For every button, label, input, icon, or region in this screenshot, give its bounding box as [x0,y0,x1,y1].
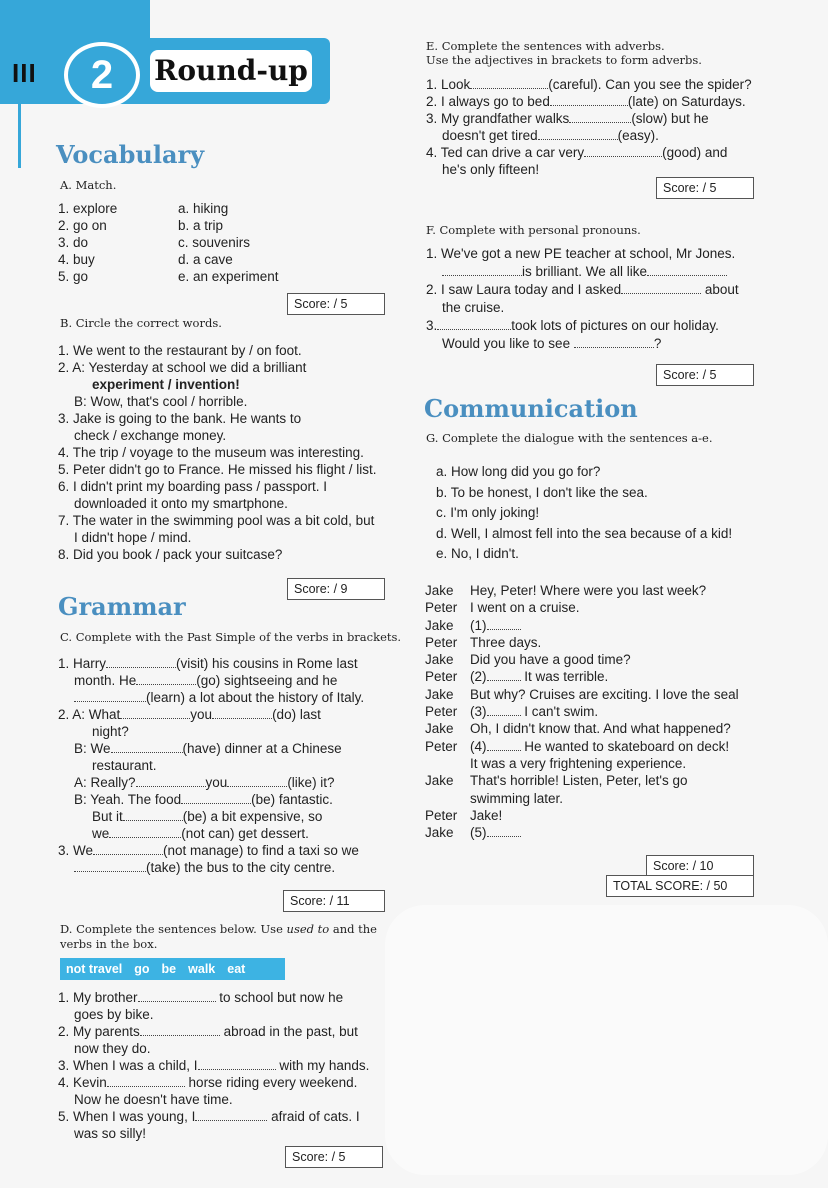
text: now they do. [74,1041,151,1056]
dialogue-line [425,617,739,634]
answer-blank[interactable] [198,1057,276,1070]
utterance: swimming later. [470,790,564,806]
page-title: Round-up [150,50,312,92]
text: used to [286,922,330,936]
utterance: But why? Cruises are exciting. I love the seal [470,686,739,702]
text: (easy). [617,128,659,143]
dialogue-line [425,755,739,772]
text: abroad in the past, but [223,1024,358,1039]
text: goes by bike. [74,1007,154,1022]
word-box-item: go [134,962,150,976]
speaker: Jake [425,773,454,789]
utterance: It was terrible. [524,669,609,685]
text: (like) it? [287,775,335,790]
exercise-b-instruction: B. Circle the correct words. [60,316,222,330]
text: (be) a bit expensive, so [182,809,323,824]
text: (late) on Saturdays. [627,94,746,109]
list-item: check / exchange money. [74,428,227,443]
dialogue-line [425,703,739,720]
utterance: Did you have a good time? [470,652,631,668]
list-item: d. Well, I almost fell into the sea because of a kid! [436,525,733,541]
list-item: 4. The trip / voyage to the museum was interesting. [58,445,364,460]
speaker: Peter [425,600,458,616]
text: restaurant. [92,758,157,773]
header-strip [0,0,150,38]
text: E. Complete the sentences with adverbs. [426,39,665,53]
answer-blank[interactable] [195,1108,267,1121]
list-item: 7. The water in the swimming pool was a bit cold, but [58,513,375,528]
list-item: I didn't hope / mind. [74,530,192,545]
answer-blank[interactable] [136,774,206,787]
utterance: (3) [470,704,487,720]
answer-blank[interactable] [93,842,163,855]
blank-area [385,905,828,1175]
word-box [60,958,285,980]
dialogue-line [425,634,739,651]
exercise-a-right-list [178,200,279,285]
utterance: Jake! [470,807,503,823]
exercise-d-instruction [60,922,380,952]
dialogue-line [425,720,739,737]
list-item: B: Wow, that's cool / horrible. [74,394,248,409]
text: and the [332,922,377,936]
exercise-d-score: Score: / 5 [285,1146,383,1168]
speaker: Jake [425,652,454,668]
answer-blank[interactable] [138,989,216,1002]
text: the cruise. [442,300,505,315]
exercise-c-score: Score: / 11 [283,890,385,912]
exercise-b-list [58,342,376,563]
text: 3. When I was a child, I [58,1058,198,1073]
exercise-f-instruction: F. Complete with personal pronouns. [426,223,641,237]
speaker: Jake [425,583,454,598]
exercise-g-options [436,462,732,565]
text: he's only fifteen! [442,162,540,177]
answer-blank[interactable] [181,791,251,804]
dialogue-line [425,686,739,703]
text: 1. Look [426,77,471,92]
dialogue-line [425,599,739,616]
text: night? [92,724,129,739]
text: (have) dinner at a Chinese [182,741,342,756]
exercise-d-list [58,989,388,1142]
exercise-e-instruction [426,39,702,67]
list-item: downloaded it onto my smartphone. [74,496,288,511]
text: (take) the bus to the city centre. [146,860,336,875]
speaker: Peter [425,807,458,823]
dialogue-line [425,738,739,755]
answer-blank[interactable] [107,1074,185,1087]
list-item: 8. Did you book / pack your suitcase? [58,547,283,562]
word-box-item: be [161,962,177,976]
text: ? [653,336,662,351]
communication-heading: Communication [424,394,638,423]
speaker: Peter [425,738,458,754]
text: about [704,282,739,297]
speaker: Jake [425,686,454,702]
text: 2. I saw Laura today and I asked [426,282,622,297]
list-item: c. I'm only joking! [436,505,540,520]
answer-blank[interactable] [120,706,190,719]
answer-blank[interactable] [74,859,146,872]
answer-blank[interactable] [584,144,662,157]
utterance: It was a very frightening experience. [470,755,687,771]
text: Use the adjectives in brackets to form adverbs. [426,53,702,67]
answer-blank[interactable] [227,774,287,787]
text: 2. I always go to bed [426,94,550,109]
list-item: 5. go [58,269,89,284]
answer-blank[interactable] [212,706,272,719]
text: (learn) a lot about the history of Italy. [146,690,365,705]
text: is brilliant. We all like [522,264,648,279]
text: (do) last [272,707,321,722]
utterance: He wanted to skateboard on deck! [524,738,730,754]
text: (go) sightseeing and he [196,673,338,688]
utterance: (1) [470,617,487,633]
answer-blank[interactable] [106,655,176,668]
exercise-g-score: Score: / 10 [646,855,754,877]
dialogue-line [425,824,739,841]
answer-blank[interactable] [487,617,521,630]
speaker: Jake [425,825,454,841]
utterance: (5) [470,825,487,841]
text: to school but now he [219,990,344,1005]
answer-blank[interactable] [550,93,628,106]
word-box-item: walk [188,962,216,976]
exercise-e-list [426,76,766,178]
exercise-e-score: Score: / 5 [656,177,754,199]
text: 2. A: What [58,707,121,722]
utterance: (2) [470,669,487,685]
text: afraid of cats. I [271,1109,360,1124]
answer-blank[interactable] [647,263,727,276]
text: took lots of pictures on our holiday. [511,318,719,333]
utterance: Three days. [470,634,542,650]
utterance: Oh, I didn't know that. And what happened? [470,721,731,737]
text: you [205,775,228,790]
answer-blank[interactable] [109,825,181,838]
list-item: 1. explore [58,201,118,216]
text: A: Really? [74,775,136,790]
text: 3. We [58,843,94,858]
list-item: 6. I didn't print my boarding pass / passport. I [58,479,327,494]
list-item: d. a cave [178,252,233,267]
text: 1. We've got a new PE teacher at school, Mr Jones. [426,246,736,261]
dialogue-line [425,668,739,685]
answer-blank[interactable] [621,281,701,294]
answer-blank[interactable] [140,1023,220,1036]
text: month. He [74,673,137,688]
exercise-a-left-list [58,200,117,285]
text: 4. Ted can drive a car very [426,145,585,160]
text: 3. [426,318,438,333]
speaker: Jake [425,617,454,633]
list-item: c. souvenirs [178,235,251,250]
list-item: 1. We went to the restaurant by / on foot. [58,343,302,358]
dialogue-line [425,807,739,824]
answer-blank[interactable] [538,127,618,140]
text: horse riding every weekend. [188,1075,358,1090]
list-item: 5. Peter didn't go to France. He missed his flight / list. [58,462,377,477]
text: (good) and [662,145,728,160]
word-box-item: eat [227,962,246,976]
answer-blank[interactable] [487,824,521,837]
list-item: a. How long did you go for? [436,464,601,479]
list-item: 2. go on [58,218,107,233]
dialogue [425,582,739,841]
utterance: Hey, Peter! Where were you last week? [470,583,707,598]
exercise-c-list [58,655,388,876]
vocabulary-heading: Vocabulary [56,140,205,169]
exercise-a-instruction: A. Match. [60,178,117,192]
section-roman-numeral: III [12,58,37,88]
list-item: experiment / invention! [92,377,240,392]
list-item: 3. Jake is going to the bank. He wants to [58,411,302,426]
text: (visit) his cousins in Rome last [176,656,358,671]
exercise-g-instruction: G. Complete the dialogue with the sentences a-e. [426,431,713,445]
text: we [92,826,110,841]
text: doesn't get tired [442,128,538,143]
speaker: Peter [425,669,458,685]
list-item: 4. buy [58,252,95,267]
answer-blank[interactable] [136,672,196,685]
dialogue-line [425,772,739,789]
text: was so silly! [74,1126,147,1141]
list-item: 3. do [58,235,89,250]
text: B: Yeah. The food [74,792,182,807]
answer-blank[interactable] [442,263,522,276]
text: 4. Kevin [58,1075,107,1090]
list-item: 2. A: Yesterday at school we did a brilliant [58,360,307,375]
text: (not can) get dessert. [181,826,309,841]
answer-blank[interactable] [487,668,521,681]
exercise-a-score: Score: / 5 [287,293,385,315]
text: (careful). Can you see the spider? [548,77,752,92]
utterance: I went on a cruise. [470,600,580,616]
text: verbs in the box. [60,937,158,951]
list-item: a. hiking [178,201,229,216]
text: 5. When I was young, I [58,1109,196,1124]
answer-blank[interactable] [123,808,183,821]
word-box-item: not travel [66,962,123,976]
unit-number-badge: 2 [64,42,140,108]
answer-blank[interactable] [569,110,631,123]
text: (be) fantastic. [251,792,333,807]
answer-blank[interactable] [437,317,511,330]
text: 1. Harry [58,656,107,671]
list-item: e. an experiment [178,269,279,284]
speaker: Peter [425,704,458,720]
text: with my hands. [279,1058,370,1073]
utterance: That's horrible! Listen, Peter, let's go [470,773,688,789]
answer-blank[interactable] [574,335,654,348]
speaker: Peter [425,634,458,650]
text: you [190,707,213,722]
exercise-b-score: Score: / 9 [287,578,385,600]
text: 2. My parents [58,1024,140,1039]
text: (not manage) to find a taxi so we [163,843,359,858]
answer-blank[interactable] [487,703,521,716]
answer-blank[interactable] [470,76,548,89]
exercise-f-score: Score: / 5 [656,364,754,386]
text: (slow) but he [631,111,709,126]
dialogue-line [425,651,739,668]
text: Would you like to see [442,336,571,351]
dialogue-line [425,582,739,599]
total-score: TOTAL SCORE: / 50 [606,875,754,897]
text: B: We [74,741,111,756]
speaker: Jake [425,721,454,737]
answer-blank[interactable] [487,738,521,751]
text: Now he doesn't have time. [74,1092,233,1107]
list-item: b. To be honest, I don't like the sea. [436,484,648,500]
utterance: I can't swim. [524,704,599,720]
text: D. Complete the sentences below. Use [60,922,283,936]
text: 3. My grandfather walks [426,111,570,126]
text: But it [92,809,123,824]
dialogue-line [425,790,739,807]
list-item: e. No, I didn't. [436,546,519,561]
text: 1. My brother [58,990,138,1005]
answer-blank[interactable] [111,740,183,753]
grammar-heading: Grammar [58,592,186,621]
exercise-f-list [426,245,766,353]
answer-blank[interactable] [74,689,146,702]
exercise-c-instruction: C. Complete with the Past Simple of the verbs in brackets. [60,630,402,644]
list-item: b. a trip [178,218,224,233]
utterance: (4) [470,738,487,754]
